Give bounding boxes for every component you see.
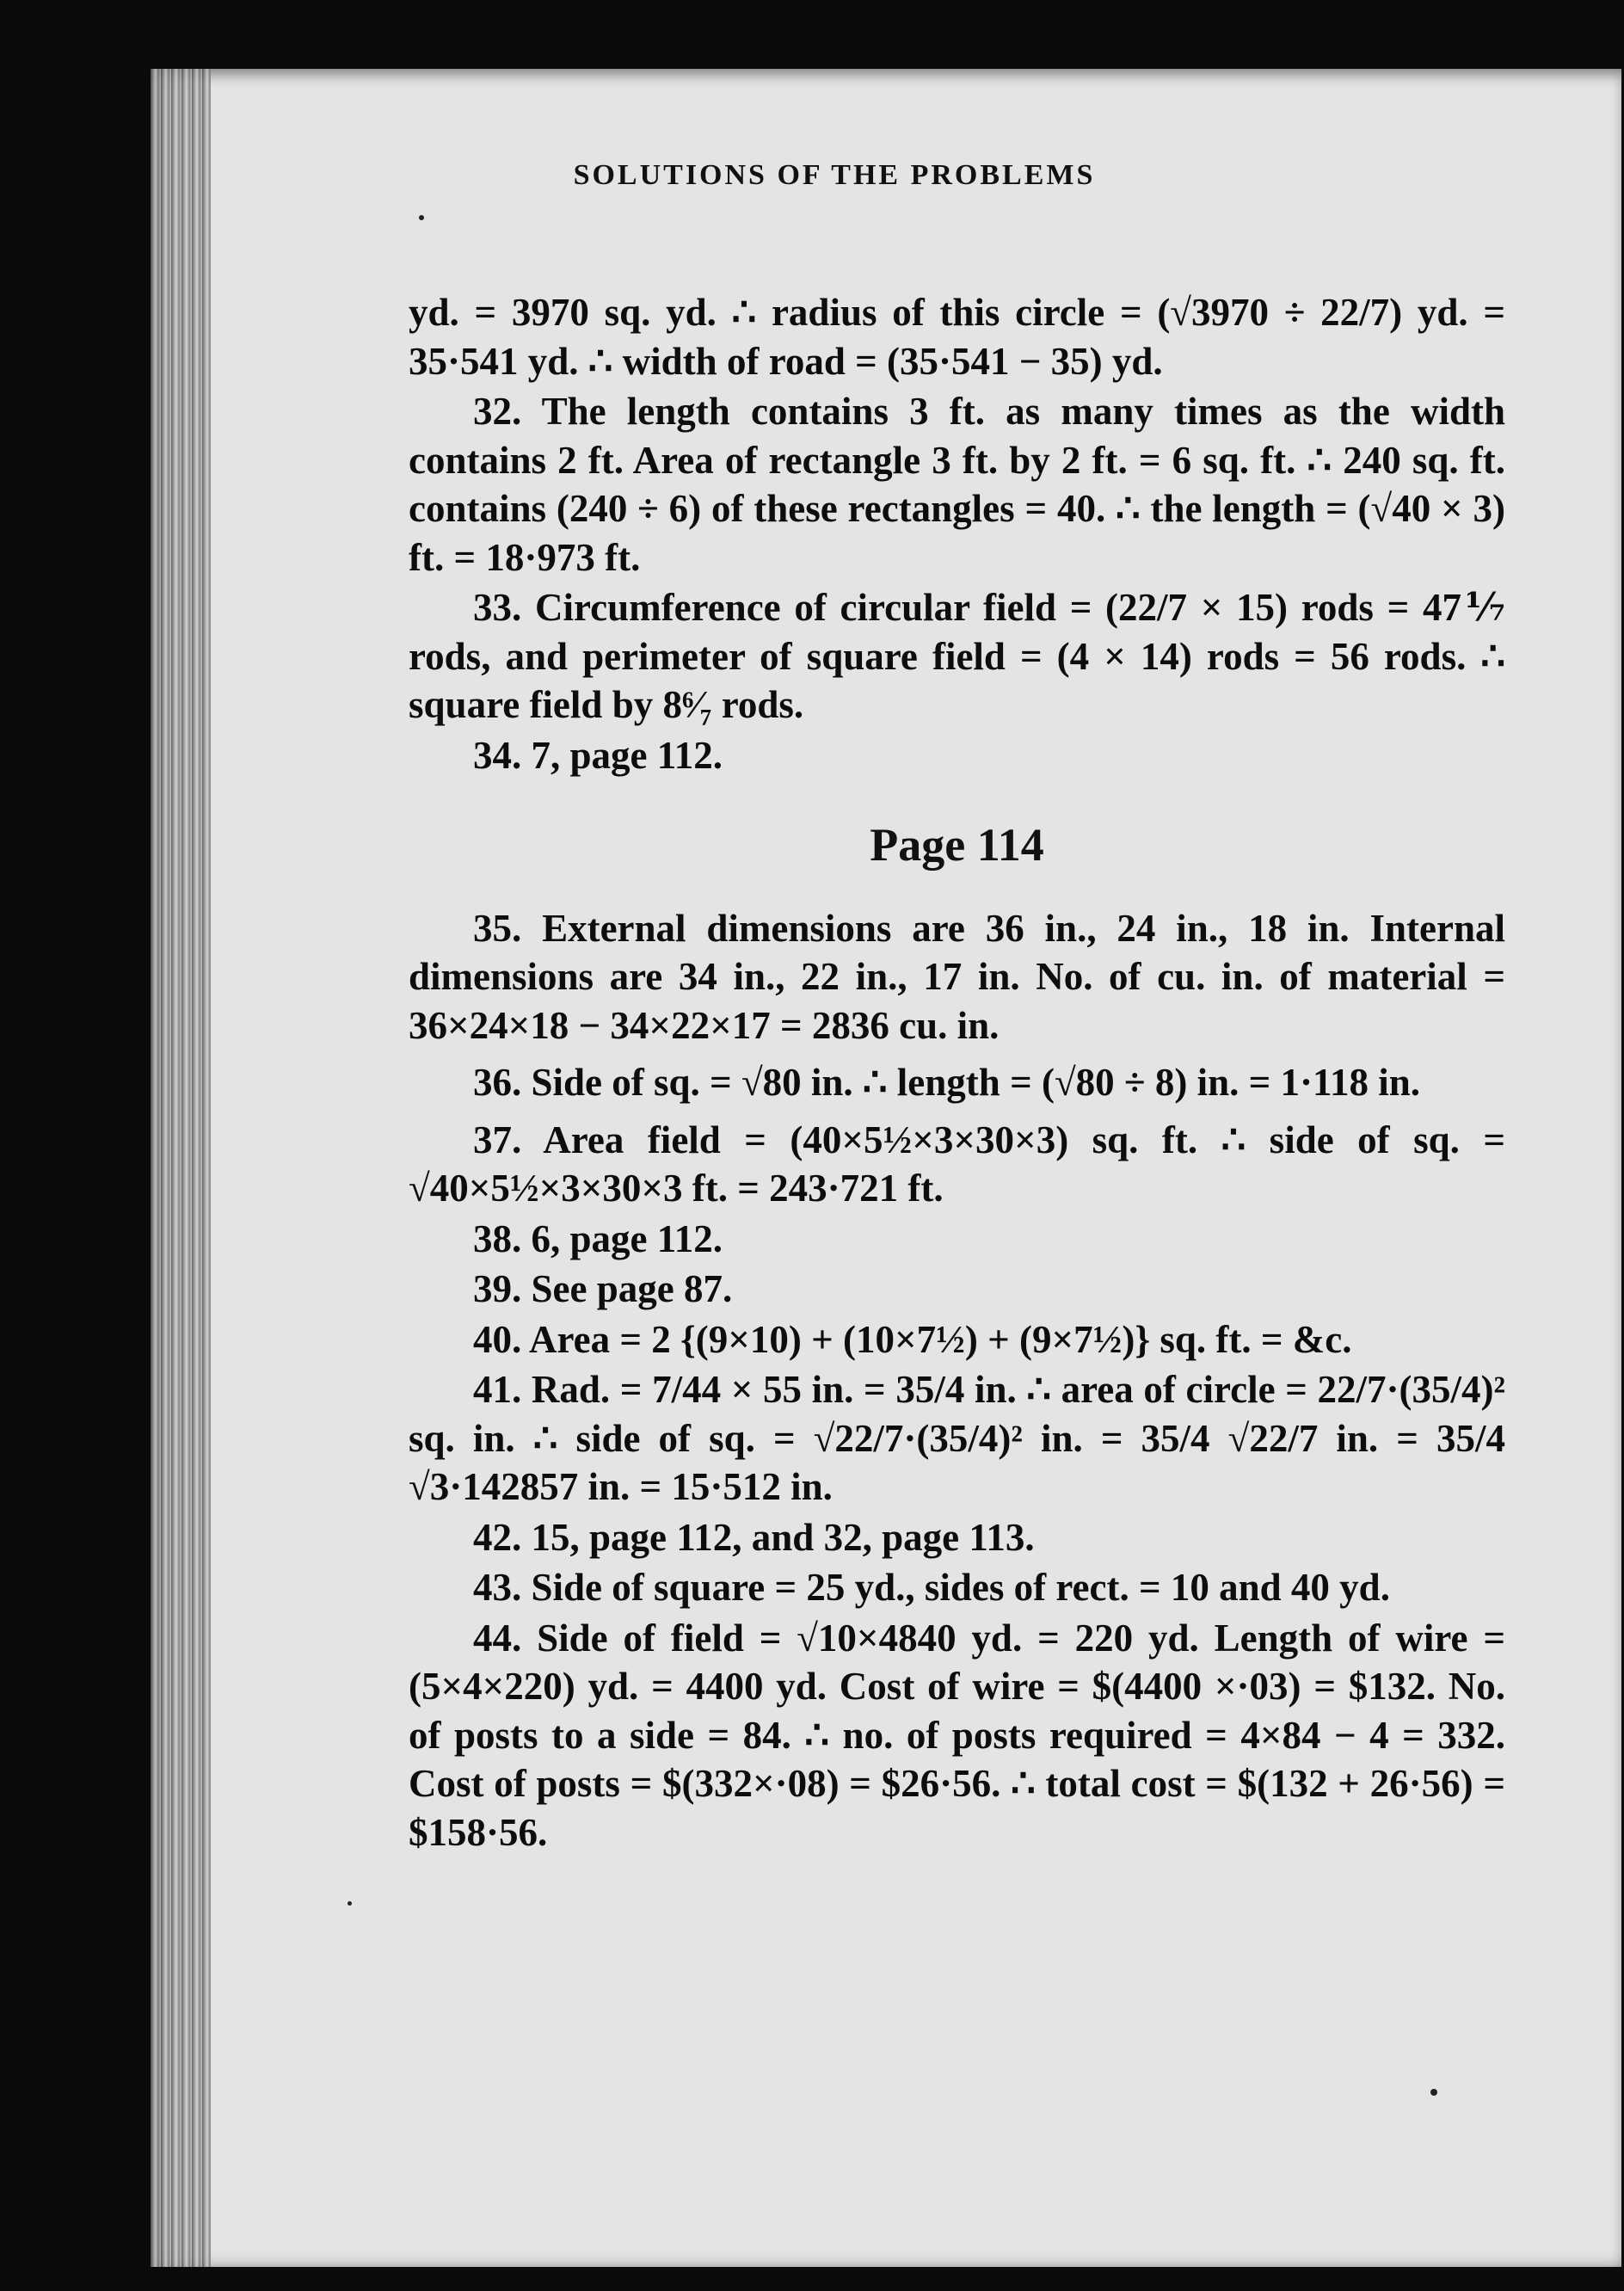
paragraph-text: 42. 15, page 112, and 32, page 113. [473,1515,1035,1559]
paragraph-text: 32. The length contains 3 ft. as many times as the width contains 2 ft. Area of rectangle 3 ft. by 2 ft. = 6 sq. ft. ∴ 240 sq. ft. contains (240 ÷ 6) of these rectangles = 40. ∴ the length = (√40 × 3) ft. = 18·973 ft. [409,390,1505,579]
solution-paragraph [409,1365,1505,1512]
running-head: SOLUTIONS OF THE PROBLEMS [573,159,1096,191]
paragraph-text: 41. Rad. = 7/44 × 55 in. = 35/4 in. ∴ area of circle = 22/7·(35/4)² sq. in. ∴ side of sq. = √22/7·(35/4)² in. = 35/4 √22/7 in. = 35/4 √3·142857 in. = 15·512 in. [409,1368,1505,1508]
paragraph-text: 33. Circumference of circular field = (22/7 × 15) rods = 47⅐ rods, and perimeter of square field = (4 × 14) rods = 56 rods. ∴ square field by 8⁶⁄₇ rods. [409,586,1505,726]
speck [419,215,424,220]
page-heading: Page 114 [870,819,1044,871]
paragraph-text: 44. Side of field = √10×4840 yd. = 220 yd. Length of wire = (5×4×220) yd. = 4400 yd. Cost of wire = $(4400 ×·03) = $132. No. of posts to a side = 84. ∴ no. of posts required = 4×84 − 4 = 332. Cost of posts = $(332×·08) = $26·56. ∴ total cost = $(132 + 26·56) = $158·56. [409,1616,1505,1854]
solution-paragraph [409,1513,1505,1562]
paragraph-text: 37. Area field = (40×5½×3×30×3) sq. ft. ∴ side of sq. = √40×5½×3×30×3 ft. = 243·721 ft. [409,1118,1505,1210]
page-binding-edge [151,69,211,2267]
solution-paragraph [409,288,1505,385]
paragraph-text: 43. Side of square = 25 yd., sides of rect. = 10 and 40 yd. [473,1566,1390,1609]
solution-paragraph [409,1315,1505,1364]
solution-paragraph [409,583,1505,730]
solution-paragraph [409,387,1505,582]
solution-paragraph [409,1563,1505,1612]
solution-paragraph [409,1614,1505,1857]
solutions-text [409,288,1505,1858]
solution-paragraph [409,1058,1505,1107]
solution-paragraph [409,904,1505,1050]
speck [1430,2089,1437,2096]
solution-paragraph [409,1265,1505,1314]
paragraph-text: 39. See page 87. [473,1267,733,1310]
paragraph-text: 36. Side of sq. = √80 in. ∴ length = (√80 ÷ 8) in. = 1·118 in. [473,1061,1421,1104]
speck [348,1901,352,1906]
solution-paragraph [409,1116,1505,1213]
paragraph-text: 34. 7, page 112. [473,733,723,777]
paragraph-text: 40. Area = 2 {(9×10) + (10×7½) + (9×7½)} sq. ft. = &c. [473,1317,1352,1361]
solution-paragraph [409,1215,1505,1264]
paragraph-text: yd. = 3970 sq. yd. ∴ radius of this circle = (√3970 ÷ 22/7) yd. = 35·541 yd. ∴ width of road = (35·541 − 35) yd. [409,291,1505,383]
paragraph-text: 35. External dimensions are 36 in., 24 in., 18 in. Internal dimensions are 34 in., 22 in., 17 in. No. of cu. in. of material = 36×24×18 − 34×22×17 = 2836 cu. in. [409,906,1505,1047]
solution-paragraph [409,731,1505,780]
paragraph-text: 38. 6, page 112. [473,1216,723,1260]
